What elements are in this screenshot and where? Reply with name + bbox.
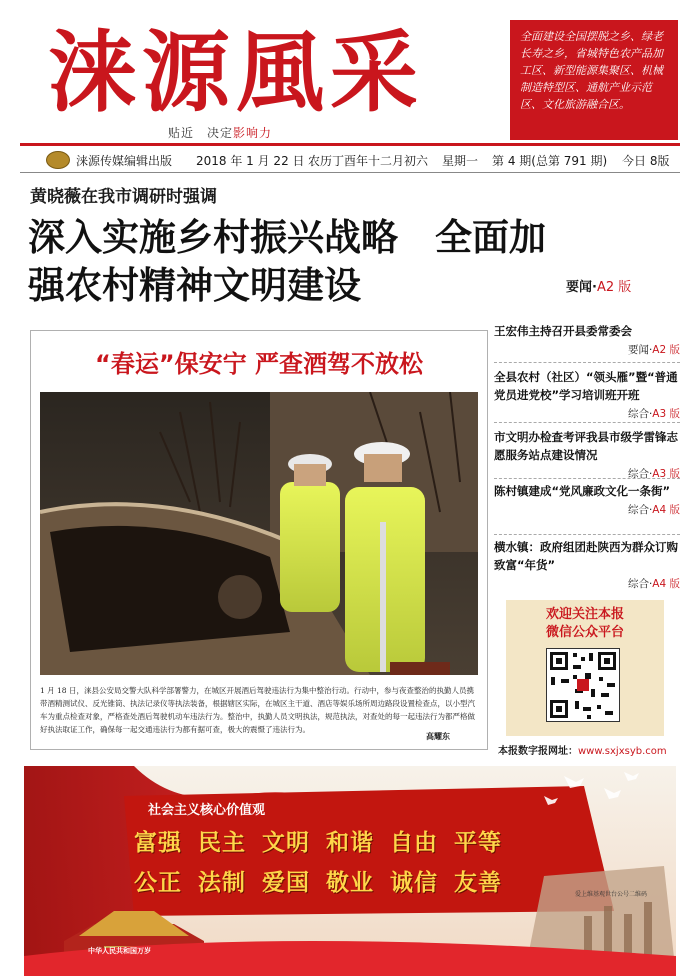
- wechat-line-2: 微信公众平台: [545, 625, 624, 640]
- value-7: 公正: [134, 870, 182, 896]
- sidebar-item-5[interactable]: [494, 538, 680, 591]
- qr-code-graphic: [547, 649, 619, 721]
- page-number: A3 版: [652, 468, 680, 480]
- issue-date: 2018 年 1 月 22 日: [196, 154, 305, 168]
- sidebar-item-3[interactable]: [494, 428, 680, 481]
- page-number: A3 版: [652, 408, 680, 420]
- sidebar-item-page: [494, 502, 680, 517]
- value-2: 民主: [198, 830, 246, 856]
- value-1: 富强: [134, 830, 182, 856]
- slogan-left: 贴近: [168, 126, 195, 140]
- sidebar-item-2[interactable]: [494, 368, 680, 421]
- wechat-heading: [506, 606, 664, 642]
- weekday: 星期一: [442, 154, 479, 168]
- value-4: 和谐: [326, 830, 374, 856]
- masthead-rule: [20, 143, 680, 146]
- value-8: 法制: [198, 870, 246, 896]
- slogan-right: 影响力: [233, 126, 273, 140]
- dateline: [20, 149, 680, 171]
- sidebar-item-page: [494, 406, 680, 421]
- value-6: 平等: [454, 830, 502, 856]
- digital-edition[interactable]: [498, 742, 667, 757]
- masthead-slogan: [168, 124, 272, 141]
- lead-ref-page: A2 版: [596, 280, 632, 295]
- sidebar-item-title: 王宏伟主持召开县委常委会: [494, 324, 632, 338]
- value-11: 诚信: [390, 870, 438, 896]
- page-label: 综合·: [627, 578, 653, 590]
- lead-kicker: 黄晓薇在我市调研时强调: [30, 187, 217, 207]
- sidebar-item-4[interactable]: [494, 482, 680, 517]
- value-12: 友善: [454, 870, 502, 896]
- sidebar-divider: [494, 534, 680, 535]
- sidebar-item-title: 陈村镇建成“党风廉政文化一条街”: [494, 484, 671, 498]
- banner-note: 爱上维基观世台公号二维码: [575, 891, 648, 898]
- page-label: 要闻·: [627, 344, 653, 356]
- sidebar-item-title: 市文明办检查考评我县市级学雷锋志愿服务站点建设情况: [494, 430, 678, 462]
- headline-line-1: 深入实施乡村振兴战略 全面加: [28, 216, 546, 259]
- sidebar-item-1[interactable]: [494, 322, 680, 357]
- values-row-1: [134, 824, 518, 857]
- photo-illustration: [40, 392, 478, 675]
- page-number: A4 版: [652, 504, 680, 516]
- masthead-title: 涞源風采: [48, 20, 425, 124]
- lunar-date: 农历丁酉年十二月初六: [308, 154, 429, 168]
- photo-author: 高耀东: [426, 732, 450, 741]
- digital-url[interactable]: www.sxjxsyb.com: [578, 746, 667, 757]
- photo-story-title[interactable]: “春运”保安宁 严查酒驾不放松: [95, 350, 423, 378]
- issue-number: 第 4 期(总第 791 期): [492, 154, 608, 168]
- sidebar-divider: [494, 422, 680, 423]
- sidebar-item-page: [494, 576, 680, 591]
- page-number: A4 版: [652, 578, 680, 590]
- value-5: 自由: [390, 830, 438, 856]
- sidebar-item-title: 全县农村（社区）“领头雁”暨“普通党员进党校”学习培训班开班: [494, 370, 678, 402]
- traffic-police-photo: [40, 392, 478, 675]
- page-number: A2 版: [652, 344, 680, 356]
- publisher: 涞源传媒编辑出版: [76, 154, 173, 168]
- value-3: 文明: [262, 830, 310, 856]
- page-count: 今日 8版: [622, 154, 670, 168]
- lead-headline[interactable]: [28, 214, 688, 310]
- digital-label: 本报数字报网址：: [498, 746, 578, 757]
- value-9: 爱国: [262, 870, 310, 896]
- lead-ref-label: 要闻·: [566, 280, 597, 295]
- sidebar-divider: [494, 362, 680, 363]
- page-label: 综合·: [627, 468, 653, 480]
- values-row-2: [134, 864, 518, 897]
- dateline-rule: [20, 172, 680, 173]
- headline-line-2: 强农村精神文明建设: [28, 264, 361, 307]
- banner-title: 社会主义核心价值观: [148, 803, 266, 818]
- wechat-line-1: 欢迎关注本报: [545, 607, 624, 622]
- page-label: 综合·: [627, 408, 653, 420]
- mission-box: 全面建设全国摆脱之乡、绿老长寿之乡，省城特色农产品加工区、新型能源集聚区、机械制造特型区、通航产业示范区、文化旅游融合区。: [510, 20, 678, 140]
- qr-code-icon[interactable]: [546, 648, 620, 722]
- lead-page-ref[interactable]: [566, 276, 631, 295]
- sidebar-divider: [494, 478, 680, 479]
- page-label: 综合·: [627, 504, 653, 516]
- photo-caption: 1 月 18 日，涞县公安局交警大队科学部署警力，在城区开展酒后驾驶违法行为集中整治行动。行动中，参与夜查整治的执勤人员携带酒精测试仪、反光锥筒、执法记录仪等执法装备，根据辖区实际，在城区主干道、酒店等娱乐场所周边路段设置检查点，以小型汽车为重点检查对象，严格查处酒后驾驶机动车违法行为。整治中，执勤人员文明执法，规范执法，对查处的每一起违法行为都严格做好执法取证工作，确保每一起交通违法行为都有据可查，极大的震慑了违法行为。: [40, 686, 475, 734]
- gate-inscription: 中华人民共和国万岁: [88, 947, 151, 955]
- sidebar-item-title: 横水镇：政府组团赴陕西为群众订购致富“年货”: [494, 540, 678, 572]
- value-10: 敬业: [326, 870, 374, 896]
- publisher-logo-icon: [46, 151, 70, 169]
- slogan-mid: 决定: [207, 126, 234, 140]
- sidebar-item-page: [494, 342, 680, 357]
